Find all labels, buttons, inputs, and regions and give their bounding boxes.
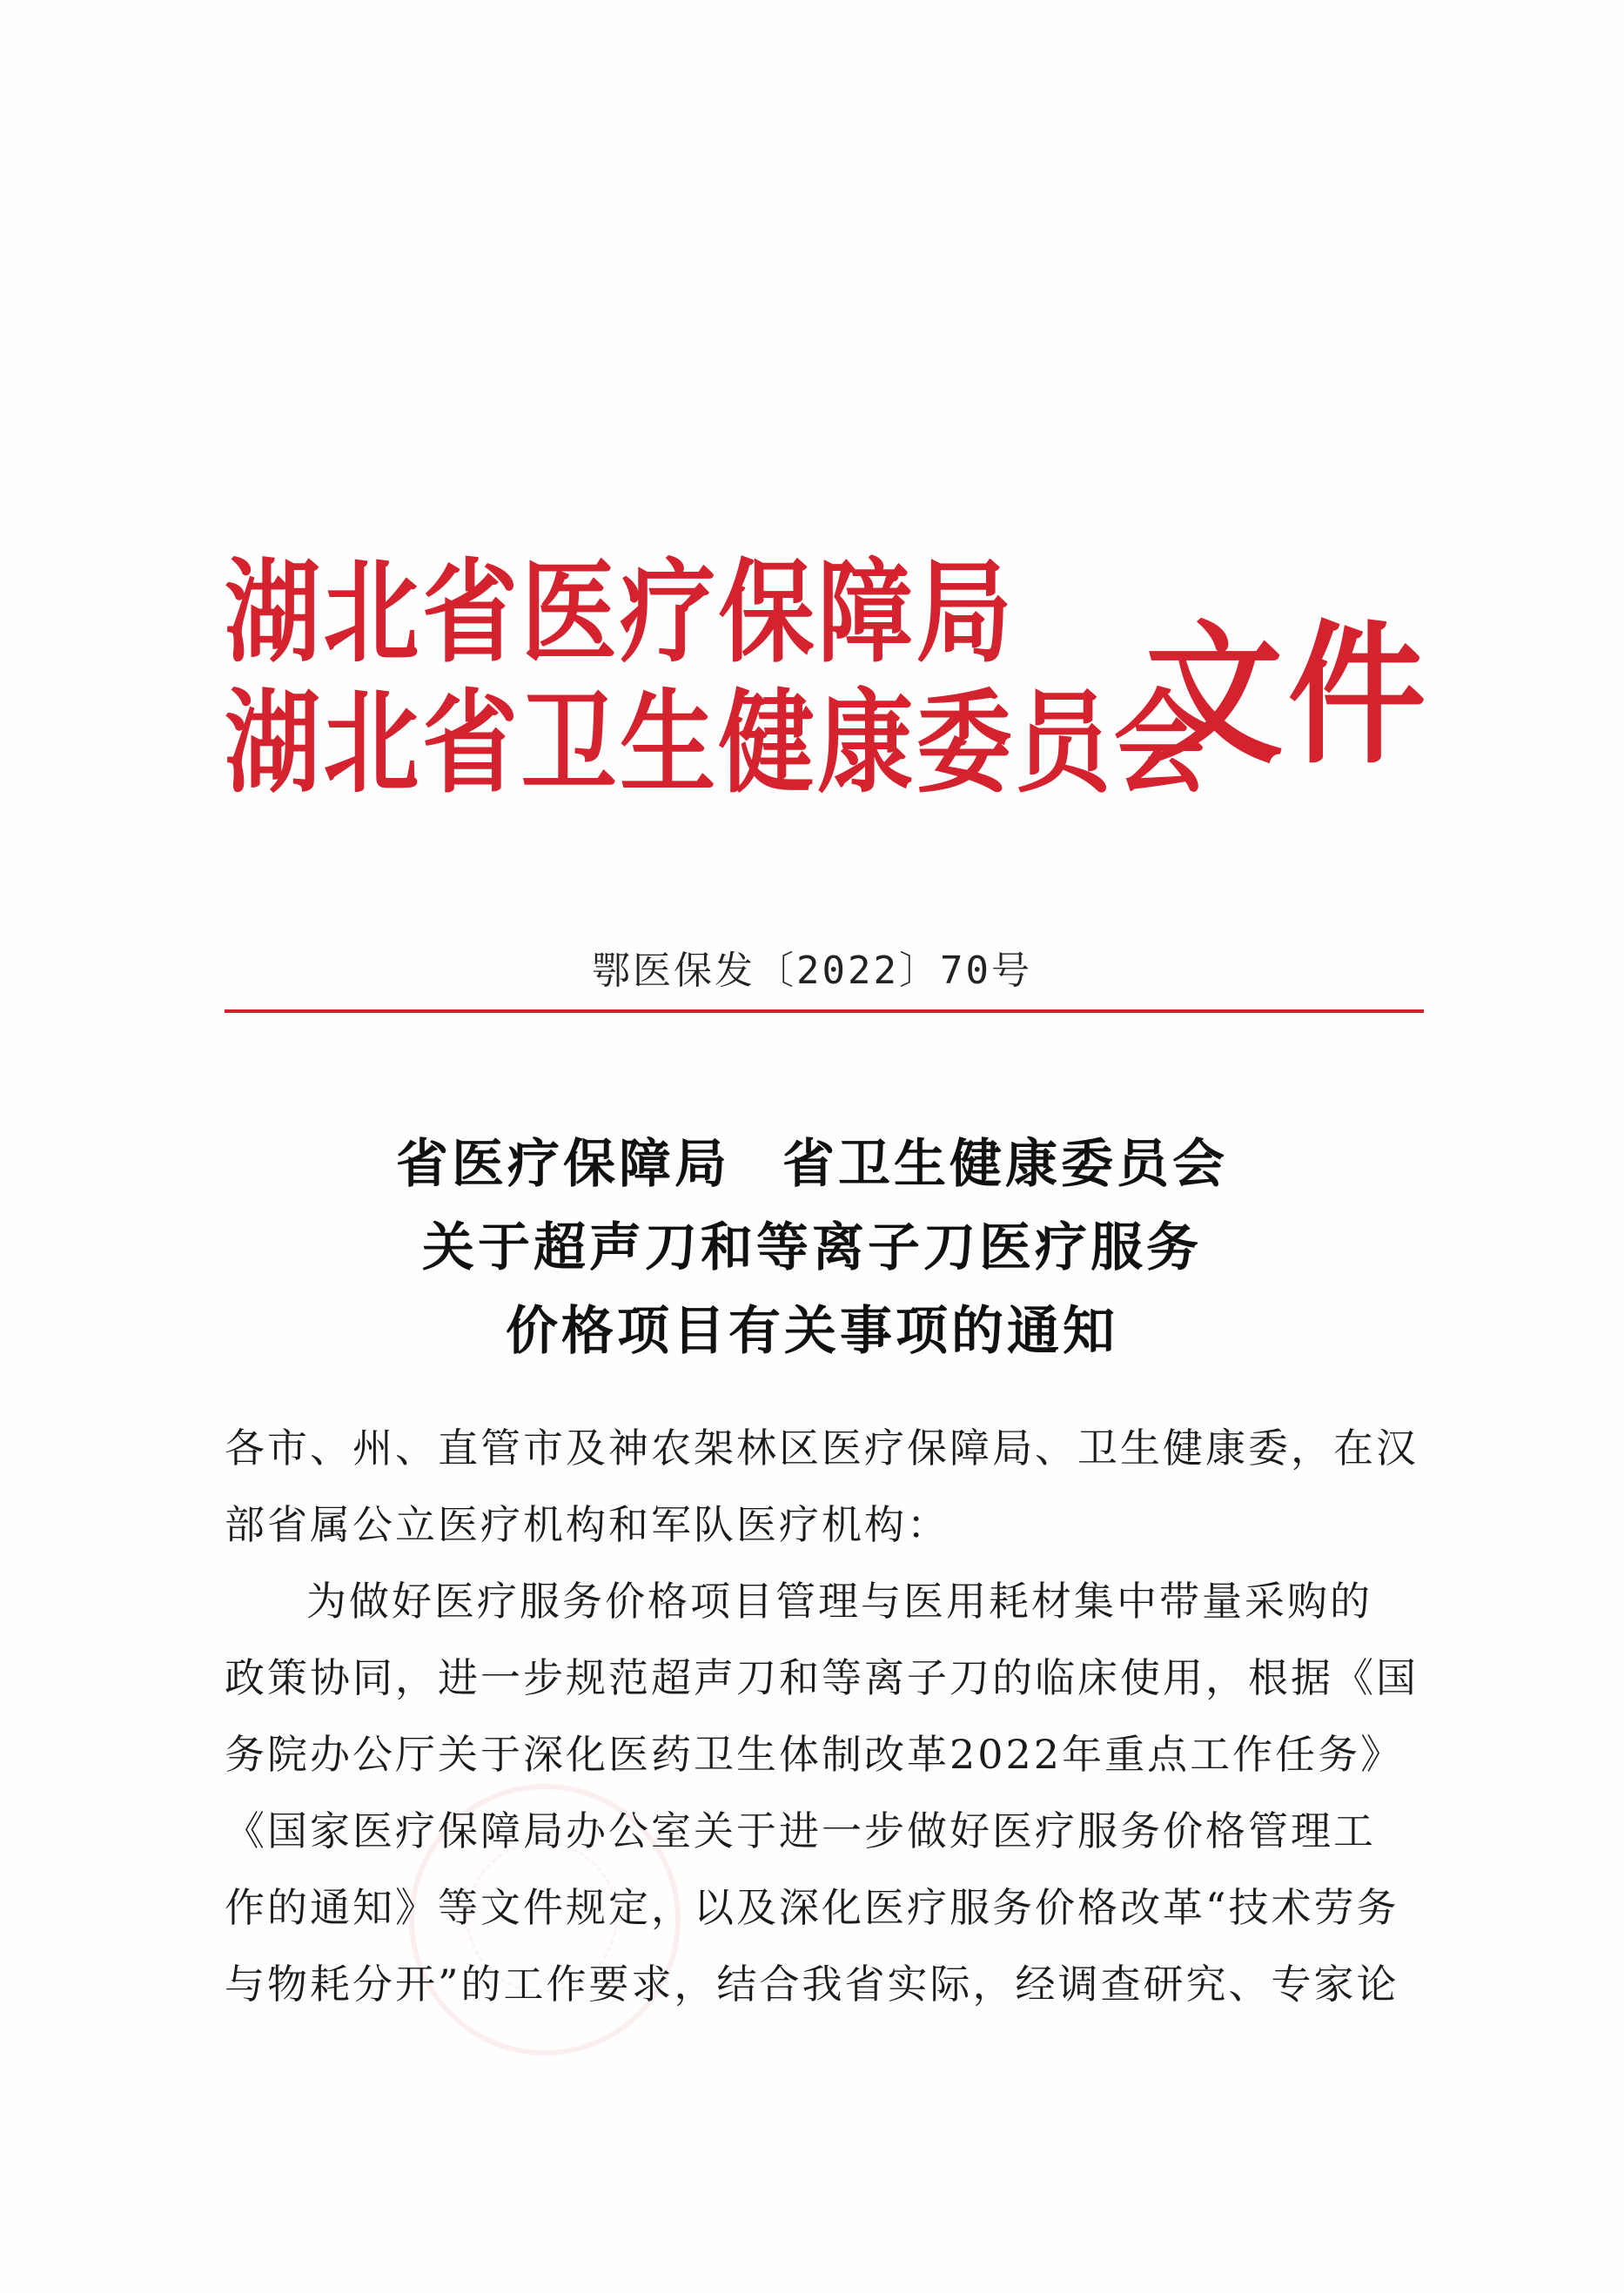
issuer-medical-security-bureau: 湖北省医疗保障局 (225, 548, 1016, 678)
issuing-agencies (225, 548, 1213, 809)
title-line-2: 关于超声刀和等离子刀医疗服务 (422, 1217, 1202, 1278)
body-paragraph-line: 与物耗分开”的工作要求，结合我省实际，经调查研究、专家论 (225, 1961, 1399, 2008)
title-line-3: 价格项目有关事项的通知 (506, 1301, 1118, 1362)
title-line-1 (0, 1123, 1624, 1206)
body-paragraph-line: 政策协同，进一步规范超声刀和等离子刀的临床使用，根据《国 (225, 1654, 1419, 1701)
document-number: 鄂医保发〔2022〕70号 (592, 949, 1032, 993)
red-header (225, 548, 1431, 844)
body-paragraph-line: 《国家医疗保障局办公室关于进一步做好医疗服务价格管理工 (225, 1807, 1376, 1854)
body-paragraph-line: 为做好医疗服务价格项目管理与医用耗材集中带量采购的 (306, 1578, 1372, 1625)
body-paragraph-line: 务院办公厅关于深化医药卫生体制改革2022年重点工作任务》 (225, 1731, 1404, 1778)
issuer-health-commission: 湖北省卫生健康委员会 (225, 679, 1213, 808)
document-label: 文件 (1145, 607, 1431, 785)
addressee-line: 部省属公立医疗机构和军队医疗机构： (225, 1501, 950, 1548)
title-issuer-1: 省医疗保障局 (396, 1134, 730, 1195)
document-title (0, 1123, 1624, 1373)
red-separator-line (225, 1009, 1424, 1013)
addressee-line: 各市、州、直管市及神农架林区医疗保障局、卫生健康委，在汉 (225, 1425, 1419, 1472)
document-body (225, 1410, 1426, 2022)
body-paragraph-line: 作的通知》等文件规定，以及深化医疗服务价格改革“技术劳务 (225, 1884, 1399, 1931)
title-issuer-2: 省卫生健康委员会 (782, 1134, 1228, 1195)
